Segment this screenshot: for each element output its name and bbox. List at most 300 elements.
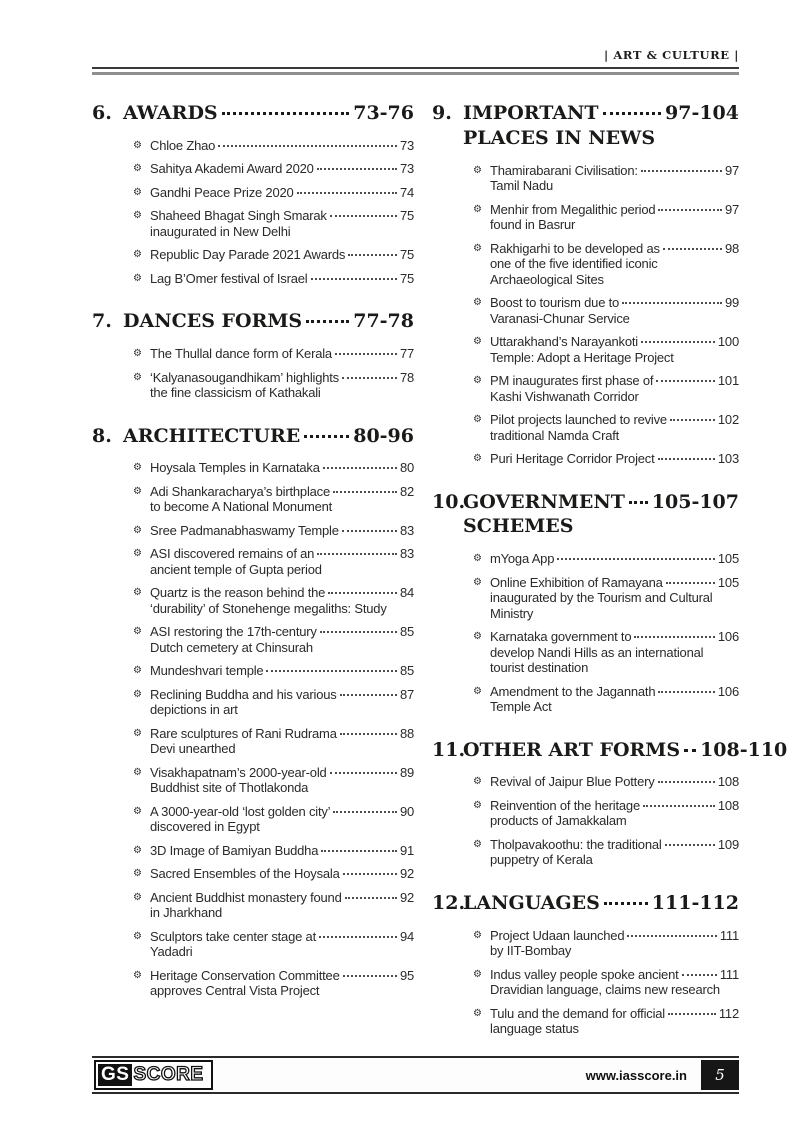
entry-body xyxy=(150,138,414,154)
bullet-icon: ⚙ xyxy=(473,631,482,642)
bullet-icon: ⚙ xyxy=(473,1007,482,1019)
toc-entry xyxy=(92,585,414,616)
entry-body xyxy=(490,774,739,790)
toc-section xyxy=(92,102,414,286)
section-title-line2: PLACES IN NEWS xyxy=(463,126,656,149)
entry-body xyxy=(150,370,414,401)
entry-body xyxy=(150,346,414,362)
toc-entry xyxy=(432,163,739,194)
entry-line1 xyxy=(150,546,414,562)
section-entries xyxy=(92,138,414,287)
entry-text: ‘Kalyanasougandhikam’ highlights xyxy=(150,369,339,385)
entry-line1 xyxy=(150,370,414,386)
dot-leader xyxy=(622,302,722,304)
entry-page-number: 103 xyxy=(717,451,739,466)
bullet-icon: ⚙ xyxy=(473,242,482,254)
dot-leader xyxy=(348,254,397,256)
section-number: 7. xyxy=(92,310,112,333)
entry-body xyxy=(150,185,414,201)
entry-text-line2: by IIT-Bombay xyxy=(490,943,572,958)
toc-section xyxy=(92,425,414,999)
entry-text-line2: found in Basrur xyxy=(490,217,576,232)
bullet-icon: ⚙ xyxy=(473,297,482,308)
dot-leader xyxy=(342,377,397,379)
entry-line1 xyxy=(490,575,739,591)
entry-page-number: 94 xyxy=(399,928,414,944)
bullet-icon: ⚙ xyxy=(133,766,142,778)
entry-line1 xyxy=(150,624,414,640)
toc-entry xyxy=(92,247,414,263)
entry-text-line2: ancient temple of Gupta period xyxy=(150,561,322,577)
section-heading-body xyxy=(123,425,414,449)
entry-body xyxy=(150,890,414,921)
entry-page-number: 106 xyxy=(717,683,739,699)
section-title: AWARDS xyxy=(123,102,218,124)
header-rule xyxy=(92,67,739,75)
entry-page-number: 92 xyxy=(399,889,414,905)
entry-page-number: 84 xyxy=(399,585,414,601)
bullet-icon: ⚙ xyxy=(133,186,142,198)
header-title: | ART & CULTURE | xyxy=(603,48,739,62)
bullet-icon: ⚙ xyxy=(473,929,482,941)
entry-text: Revival of Jaipur Blue Pottery xyxy=(490,774,655,790)
dot-leader xyxy=(656,380,715,382)
section-title: LANGUAGES xyxy=(463,891,600,914)
entry-text: Mundeshvari temple xyxy=(150,663,264,679)
entry-body xyxy=(490,684,739,715)
bullet-icon: ⚙ xyxy=(473,838,482,850)
section-heading xyxy=(432,102,739,151)
entry-page-number: 88 xyxy=(399,725,414,741)
section-number: 6. xyxy=(92,102,112,124)
bullet-icon: ⚙ xyxy=(473,164,482,176)
dot-leader xyxy=(634,636,715,638)
section-heading-line1 xyxy=(123,425,414,449)
page-footer xyxy=(92,1056,739,1094)
section-heading xyxy=(92,425,414,449)
bullet-icon: ⚙ xyxy=(133,891,142,903)
toc-entry xyxy=(432,334,739,365)
entry-page-number: 109 xyxy=(717,836,739,852)
entry-body xyxy=(490,837,739,868)
entry-text-line2: puppetry of Kerala xyxy=(490,852,593,868)
page-number: 5 xyxy=(701,1060,739,1090)
section-entries xyxy=(432,163,739,467)
toc-columns xyxy=(92,102,788,1061)
entry-page-number: 90 xyxy=(399,803,414,819)
entry-line1 xyxy=(150,208,414,224)
entry-text-line2: Dutch cemetery at Chinsurah xyxy=(150,639,313,655)
entry-body xyxy=(150,726,414,757)
toc-entry xyxy=(92,726,414,757)
dot-leader xyxy=(343,975,397,977)
bullet-icon: ⚙ xyxy=(473,553,482,564)
toc-entry xyxy=(92,624,414,655)
entry-body xyxy=(150,460,414,476)
dot-leader xyxy=(317,168,397,170)
entry-text-line2: inaugurated by the Tourism and Cultural Ministry xyxy=(490,590,713,621)
entry-text-line2: develop Nandi Hills as an international tourist destination xyxy=(490,644,704,675)
footer-right xyxy=(586,1060,739,1090)
toc-entry xyxy=(432,684,739,715)
toc-entry xyxy=(92,138,414,154)
toc-entry xyxy=(92,484,414,515)
entry-page-number: 83 xyxy=(399,546,414,562)
entry-text: Sahitya Akademi Award 2020 xyxy=(150,161,314,177)
entry-line1 xyxy=(490,774,739,790)
dot-leader xyxy=(342,530,397,532)
section-page-range: 97-104 xyxy=(665,102,739,124)
toc-section xyxy=(432,738,788,868)
entry-text: Tholpavakoothu: the traditional xyxy=(490,836,662,852)
entry-line1 xyxy=(150,460,414,476)
dot-leader xyxy=(665,844,715,846)
entry-text-line2: Kashi Vishwanath Corridor xyxy=(490,388,639,404)
section-heading-line1 xyxy=(463,491,739,515)
bullet-icon: ⚙ xyxy=(133,163,142,175)
dot-leader xyxy=(321,850,397,852)
section-heading-body xyxy=(123,102,414,126)
dot-leader xyxy=(627,935,716,937)
entry-page-number: 98 xyxy=(724,240,739,256)
section-heading-line1 xyxy=(123,102,414,126)
bullet-icon: ⚙ xyxy=(133,139,142,151)
entry-text: Shaheed Bhagat Singh Smarak xyxy=(150,208,327,224)
entry-text: Project Udaan launched xyxy=(490,927,625,943)
entry-text: Amendment to the Jagannath xyxy=(490,683,656,699)
section-entries xyxy=(92,346,414,401)
entry-body xyxy=(150,546,414,577)
entry-text: Puri Heritage Corridor Project xyxy=(490,451,655,466)
toc-entry xyxy=(92,663,414,679)
entry-body xyxy=(490,373,739,404)
toc-entry xyxy=(92,460,414,476)
toc-section xyxy=(92,310,414,400)
entry-text-line2: products of Jamakkalam xyxy=(490,813,627,829)
entry-text-line2: Varanasi-Chunar Service xyxy=(490,310,630,326)
dot-leader xyxy=(682,974,717,976)
entry-text-line2: Tamil Nadu xyxy=(490,178,554,193)
entry-page-number: 97 xyxy=(724,201,739,217)
heading-dot-leader xyxy=(604,902,648,905)
entry-text-line2: discovered in Egypt xyxy=(150,819,260,835)
toc-entry xyxy=(432,373,739,404)
entry-page-number: 106 xyxy=(717,629,739,644)
entry-page-number: 105 xyxy=(717,574,739,590)
bullet-icon: ⚙ xyxy=(473,968,482,980)
dot-leader xyxy=(323,467,397,469)
section-entries xyxy=(432,774,739,868)
entry-body xyxy=(490,412,739,443)
dot-leader xyxy=(311,278,397,280)
entry-text: The Thullal dance form of Kerala xyxy=(150,346,332,361)
section-heading-line1 xyxy=(463,102,739,126)
entry-text-line2: ‘durability’ of Stonehenge megaliths: Study xyxy=(150,600,387,616)
bullet-icon: ⚙ xyxy=(133,727,142,739)
bullet-icon: ⚙ xyxy=(133,969,142,981)
entry-page-number: 111 xyxy=(719,927,739,943)
entry-text-line2: Yadadri xyxy=(150,944,193,960)
dot-leader xyxy=(340,694,397,696)
toc-entry xyxy=(432,967,739,998)
entry-text-line2: Temple Act xyxy=(490,699,552,714)
dot-leader xyxy=(333,491,397,493)
dot-leader xyxy=(330,215,397,217)
entry-page-number: 108 xyxy=(717,797,739,813)
entry-line1 xyxy=(150,523,414,539)
toc-entry xyxy=(92,804,414,835)
entry-text-line2: inaugurated in New Delhi xyxy=(150,223,291,239)
dot-leader xyxy=(658,209,722,211)
toc-entry xyxy=(432,837,739,868)
entry-page-number: 75 xyxy=(399,270,414,286)
entry-line1 xyxy=(150,866,414,882)
section-heading-line1 xyxy=(123,310,414,334)
heading-dot-leader xyxy=(629,501,648,504)
section-entries xyxy=(92,460,414,999)
bullet-icon: ⚙ xyxy=(133,249,142,261)
toc-entry xyxy=(92,370,414,401)
entry-line1 xyxy=(490,798,739,814)
entry-body xyxy=(150,929,414,960)
toc-column-left xyxy=(92,102,414,1061)
section-page-range: 111-112 xyxy=(651,891,739,914)
entry-text: Karnataka government to xyxy=(490,629,632,644)
entry-text: ASI discovered remains of an xyxy=(150,546,315,562)
section-heading xyxy=(432,738,788,763)
entry-line1 xyxy=(490,241,739,257)
section-title: DANCES FORMS xyxy=(123,310,303,333)
toc-entry xyxy=(92,271,414,287)
heading-dot-leader xyxy=(306,320,349,323)
entry-page-number: 99 xyxy=(724,295,739,310)
toc-entry xyxy=(92,208,414,239)
dot-leader xyxy=(266,670,396,672)
entry-page-number: 108 xyxy=(717,774,739,790)
entry-text: Online Exhibition of Ramayana xyxy=(490,574,663,590)
entry-text: Thamirabarani Civilisation: xyxy=(490,162,638,178)
entry-text: Sree Padmanabhaswamy Temple xyxy=(150,522,339,538)
section-heading-body xyxy=(463,738,788,763)
dot-leader xyxy=(658,691,715,693)
entry-text: Gandhi Peace Prize 2020 xyxy=(150,184,294,200)
entry-page-number: 85 xyxy=(399,624,414,640)
entry-line1 xyxy=(490,928,739,944)
entry-text-line2: traditional Namda Craft xyxy=(490,427,620,443)
bullet-icon: ⚙ xyxy=(133,371,142,383)
entry-line1 xyxy=(490,202,739,218)
entry-text-line2: language status xyxy=(490,1021,579,1036)
section-heading-body xyxy=(463,102,739,151)
bullet-icon: ⚙ xyxy=(473,776,482,788)
entry-text: Menhir from Megalithic period xyxy=(490,201,656,217)
entry-page-number: 82 xyxy=(399,483,414,499)
entry-line1 xyxy=(150,726,414,742)
bullet-icon: ⚙ xyxy=(133,868,142,880)
dot-leader xyxy=(643,805,715,807)
dot-leader xyxy=(320,631,397,633)
entry-text-line2: one of the five identified iconic Archaeological Sites xyxy=(490,256,658,287)
dot-leader xyxy=(658,458,715,460)
entry-text: Adi Shankaracharya’s birthplace xyxy=(150,483,331,499)
dot-leader xyxy=(297,192,397,194)
toc-entry xyxy=(92,185,414,201)
entry-line1 xyxy=(150,804,414,820)
entry-text-line2: Dravidian language, claims new research xyxy=(490,982,720,997)
entry-page-number: 97 xyxy=(724,162,739,178)
section-title-line2: SCHEMES xyxy=(463,515,574,538)
entry-text-line2: Buddhist site of Thotlakonda xyxy=(150,780,309,796)
entry-body xyxy=(150,663,414,679)
entry-line1 xyxy=(490,1006,739,1022)
dot-leader xyxy=(319,936,397,938)
entry-line1 xyxy=(490,629,739,645)
section-page-range: 80-96 xyxy=(353,424,414,447)
toc-entry xyxy=(432,241,739,288)
bullet-icon: ⚙ xyxy=(133,210,142,222)
entry-body xyxy=(490,629,739,676)
entry-body xyxy=(150,968,414,999)
entry-line1 xyxy=(490,163,739,179)
entry-text: Sacred Ensembles of the Hoysala xyxy=(150,866,340,882)
entry-line1 xyxy=(150,138,414,154)
bullet-icon: ⚙ xyxy=(133,930,142,942)
entry-line1 xyxy=(150,968,414,984)
bullet-icon: ⚙ xyxy=(133,626,142,638)
dot-leader xyxy=(666,582,715,584)
dot-leader xyxy=(330,772,397,774)
entry-line1 xyxy=(150,765,414,781)
section-number: 11. xyxy=(432,738,466,761)
dot-leader xyxy=(668,1013,716,1015)
toc-entry xyxy=(432,629,739,676)
entry-line1 xyxy=(150,484,414,500)
page-header xyxy=(92,48,739,75)
bullet-icon: ⚙ xyxy=(133,548,142,560)
entry-page-number: 105 xyxy=(717,551,739,566)
entry-line1 xyxy=(150,247,414,263)
entry-page-number: 78 xyxy=(399,369,414,385)
entry-page-number: 92 xyxy=(399,866,414,882)
bullet-icon: ⚙ xyxy=(133,485,142,497)
entry-text: Rare sculptures of Rani Rudrama xyxy=(150,725,337,741)
dot-leader xyxy=(670,419,715,421)
website-text: www.iasscore.in xyxy=(585,1067,687,1083)
heading-dot-leader xyxy=(304,435,349,438)
entry-line1 xyxy=(150,161,414,177)
bullet-icon: ⚙ xyxy=(133,462,142,474)
toc-section xyxy=(432,491,739,715)
heading-dot-leader xyxy=(222,112,350,115)
section-heading-body xyxy=(463,892,739,916)
entry-page-number: 87 xyxy=(399,686,414,702)
section-entries xyxy=(432,551,739,715)
entry-text-line2: Devi unearthed xyxy=(150,741,236,757)
entry-text: Visakhapatnam’s 2000-year-old xyxy=(150,764,327,780)
dot-leader xyxy=(343,873,397,875)
dot-leader xyxy=(641,170,722,172)
entry-text-line2: in Jharkhand xyxy=(150,905,223,921)
toc-entry xyxy=(432,774,739,790)
entry-body xyxy=(150,765,414,796)
toc-entry xyxy=(432,1006,739,1037)
bullet-icon: ⚙ xyxy=(133,348,142,359)
entry-line1 xyxy=(490,373,739,389)
entry-line1 xyxy=(490,551,739,567)
section-title: IMPORTANT xyxy=(463,102,599,124)
entry-body xyxy=(150,624,414,655)
entry-body xyxy=(150,208,414,239)
entry-text: ASI restoring the 17th-century xyxy=(150,624,317,640)
entry-page-number: 77 xyxy=(399,346,414,361)
dot-leader xyxy=(641,341,715,343)
toc-entry xyxy=(432,412,739,443)
entry-text: Republic Day Parade 2021 Awards xyxy=(150,247,346,263)
toc-entry xyxy=(432,451,739,467)
bullet-icon: ⚙ xyxy=(473,375,482,386)
toc-entry xyxy=(92,546,414,577)
entry-text: Reclining Buddha and his various xyxy=(150,686,337,702)
toc-entry xyxy=(92,890,414,921)
toc-entry xyxy=(432,928,739,959)
entry-line1 xyxy=(150,663,414,679)
entry-page-number: 85 xyxy=(399,663,414,679)
bullet-icon: ⚙ xyxy=(473,799,482,811)
entry-page-number: 83 xyxy=(399,522,414,538)
entry-text: Indus valley people spoke ancient xyxy=(490,966,679,982)
entry-body xyxy=(150,247,414,263)
dot-leader xyxy=(218,145,397,147)
entry-text: PM inaugurates first phase of xyxy=(490,373,654,388)
entry-text: 3D Image of Bamiyan Buddha xyxy=(150,842,319,858)
bullet-icon: ⚙ xyxy=(133,688,142,700)
entry-page-number: 75 xyxy=(399,247,414,263)
entry-page-number: 91 xyxy=(399,842,414,858)
dot-leader xyxy=(333,811,397,813)
toc-entry xyxy=(92,161,414,177)
toc-entry xyxy=(432,202,739,233)
entry-page-number: 112 xyxy=(718,1005,739,1021)
entry-page-number: 100 xyxy=(717,334,739,349)
entry-line1 xyxy=(490,837,739,853)
entry-body xyxy=(150,866,414,882)
entry-text-line2: Temple: Adopt a Heritage Project xyxy=(490,349,674,365)
entry-page-number: 95 xyxy=(399,967,414,983)
entry-body xyxy=(490,551,739,567)
section-heading-line1 xyxy=(463,738,788,763)
entry-body xyxy=(150,523,414,539)
section-page-range: 108-110 xyxy=(700,738,788,761)
dot-leader xyxy=(345,897,397,899)
section-heading xyxy=(92,102,414,126)
entry-text: Quartz is the reason behind the xyxy=(150,585,326,601)
entry-text: Reinvention of the heritage xyxy=(490,797,640,813)
section-title: ARCHITECTURE xyxy=(123,424,301,447)
toc-entry xyxy=(432,575,739,622)
entry-line1 xyxy=(490,334,739,350)
entry-line1 xyxy=(150,843,414,859)
entry-text: Hoysala Temples in Karnataka xyxy=(150,460,320,476)
toc-entry xyxy=(92,866,414,882)
entry-body xyxy=(150,271,414,287)
entry-page-number: 73 xyxy=(399,161,414,177)
section-heading xyxy=(92,310,414,334)
entry-line1 xyxy=(150,271,414,287)
toc-entry xyxy=(92,523,414,539)
section-number: 12. xyxy=(432,891,466,914)
dot-leader xyxy=(663,248,722,250)
entry-text-line2: the fine classicism of Kathakali xyxy=(150,385,321,400)
